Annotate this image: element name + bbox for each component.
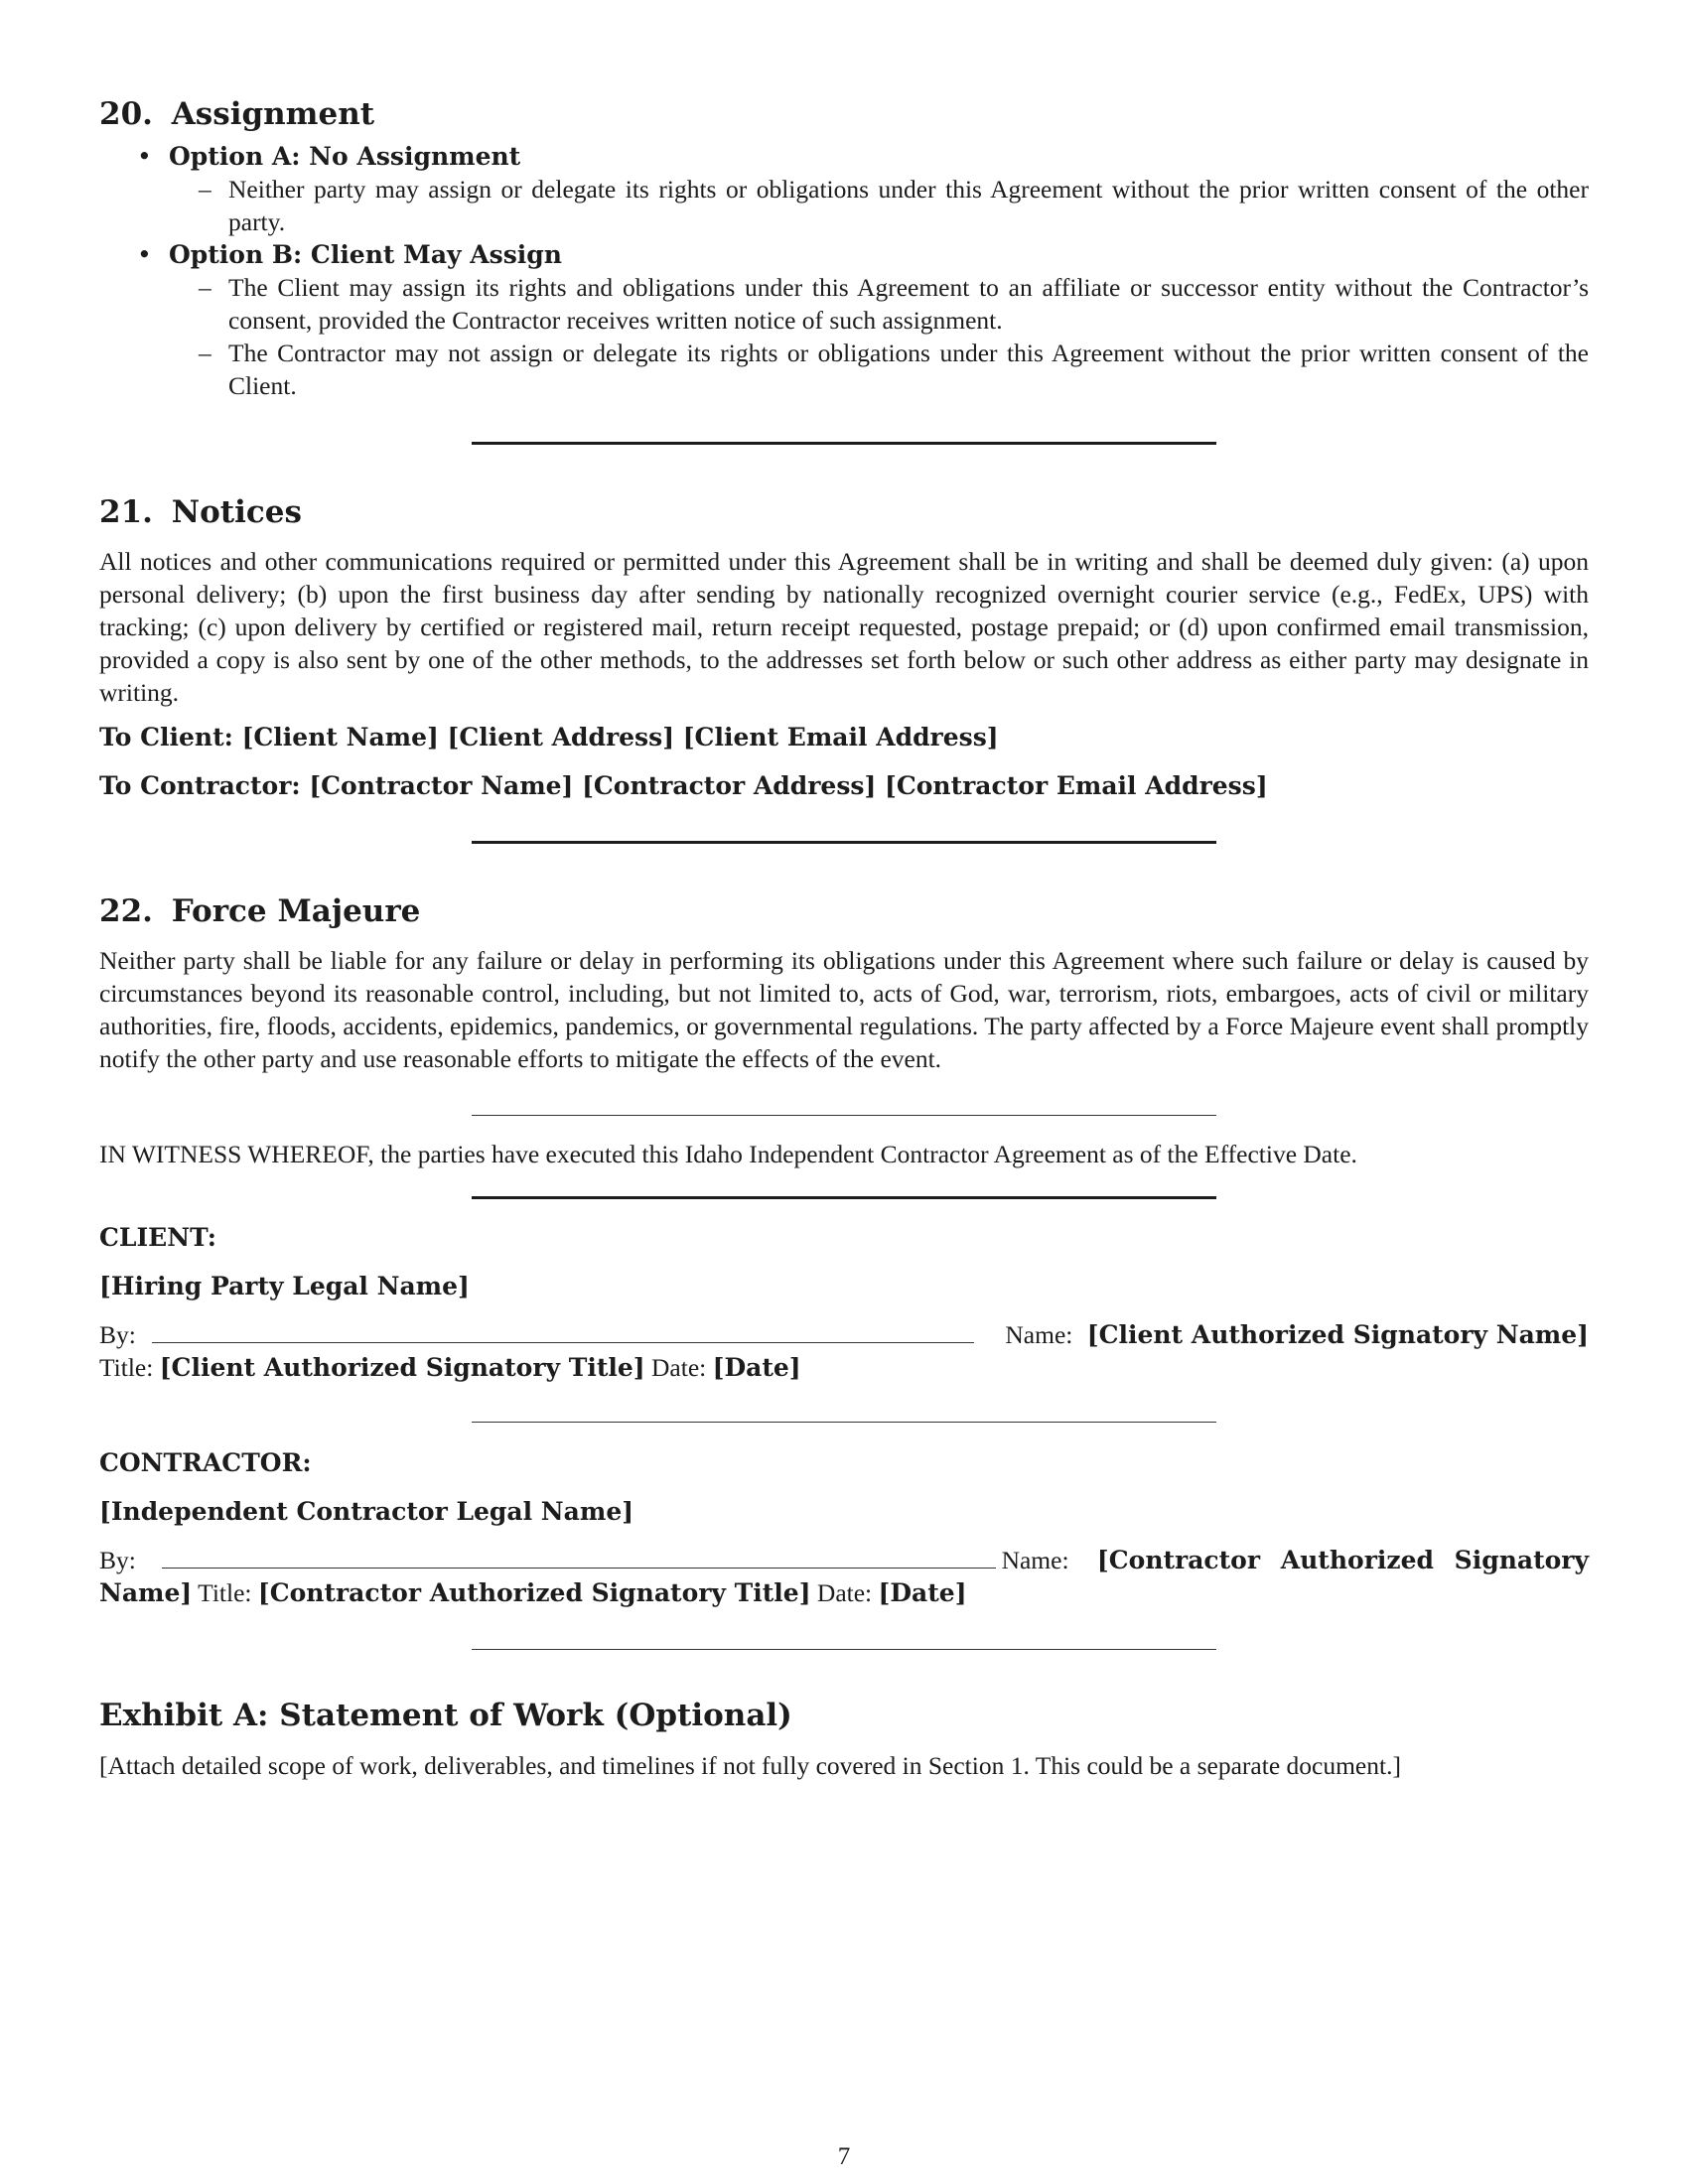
contractor-date: [Date] xyxy=(878,1578,967,1607)
section-20-heading xyxy=(99,94,1589,134)
option-a-items xyxy=(169,173,1589,238)
section-title: Force Majeure xyxy=(171,893,421,929)
list-item xyxy=(169,173,1589,238)
section-title: Assignment xyxy=(171,96,375,132)
contractor-signatory-name: [Contractor Authorized Signatory xyxy=(1096,1546,1589,1574)
client-signature-block xyxy=(99,1318,1589,1384)
section-divider xyxy=(472,1422,1216,1423)
section-number: 21. xyxy=(99,494,153,530)
option-a xyxy=(99,140,1589,238)
option-b-item-2: The Contractor may not assign or delegate its rights or obligations under this Agreement without the prior written consent of the Client. xyxy=(228,339,1589,400)
list-item xyxy=(169,271,1589,337)
client-signatory-name: [Client Authorized Signatory Name] xyxy=(1086,1320,1589,1349)
list-item xyxy=(169,337,1589,402)
dash-icon: – xyxy=(199,175,211,204)
contractor-signatory-name-cont: Name] xyxy=(99,1578,193,1607)
exhibit-a-heading: Exhibit A: Statement of Work (Optional) xyxy=(99,1698,792,1733)
by-label: By: xyxy=(99,1546,136,1574)
witness-statement: IN WITNESS WHEREOF, the parties have executed this Idaho Independent Contractor Agreement as of the Effective Date. xyxy=(99,1140,1357,1168)
contractor-signature-block xyxy=(99,1544,1589,1609)
contractor-signature-line[interactable] xyxy=(162,1546,996,1569)
section-divider xyxy=(472,442,1216,445)
section-number: 20. xyxy=(99,96,153,132)
page-number: 7 xyxy=(837,2143,851,2170)
contractor-legal-name: [Independent Contractor Legal Name] xyxy=(99,1497,634,1526)
to-contractor-line: To Contractor: [Contractor Name] [Contractor Address] [Contractor Email Address] xyxy=(99,771,1268,800)
name-label: Name: xyxy=(1005,1320,1073,1349)
name-label: Name: xyxy=(1001,1546,1069,1574)
option-b-title: Option B: Client May Assign xyxy=(169,240,562,269)
title-label: Title: xyxy=(198,1578,252,1607)
client-signatory-title: [Client Authorized Signatory Title] xyxy=(159,1353,645,1382)
date-label: Date: xyxy=(816,1578,873,1607)
dash-icon: – xyxy=(199,273,211,302)
section-22-heading xyxy=(99,891,1589,931)
contractor-signatory-title: [Contractor Authorized Signatory Title] xyxy=(257,1578,811,1607)
section-divider xyxy=(472,1196,1216,1199)
dash-icon: – xyxy=(199,339,211,367)
option-b xyxy=(99,238,1589,402)
option-b-item-1: The Client may assign its rights and obligations under this Agreement to an affiliate or successor entity without the Contractor’s consent, provided the Contractor receives written notice of such assignment. xyxy=(228,273,1589,335)
section-21-heading xyxy=(99,492,1589,532)
section-divider xyxy=(472,1115,1216,1116)
date-label: Date: xyxy=(651,1353,707,1382)
by-label: By: xyxy=(99,1320,136,1349)
notices-body: All notices and other communications required or permitted under this Agreement shall be in writing and shall be deemed duly given: (a) upon personal delivery; (b) upon the first business day after sending by nationally recognized overnight courier service (e.g., FedEx, UPS) with tracking; (c) upon delivery by certified or registered mail, return receipt requested, postage prepaid; or (d) upon confirmed email transmission, provided a copy is also sent by one of the other methods, to the addresses set forth below or such other address as either party may designate in writing. xyxy=(99,547,1589,707)
client-legal-name: [Hiring Party Legal Name] xyxy=(99,1272,470,1300)
client-date: [Date] xyxy=(712,1353,801,1382)
exhibit-a-body: [Attach detailed scope of work, deliverables, and timelines if not fully covered in Section 1. This could be a separate document.] xyxy=(99,1751,1401,1780)
section-divider xyxy=(472,841,1216,844)
section-title: Notices xyxy=(171,494,302,530)
section-number: 22. xyxy=(99,893,153,929)
title-label: Title: xyxy=(99,1353,154,1382)
option-b-items xyxy=(169,271,1589,402)
bullet-icon: • xyxy=(137,240,152,269)
client-heading: CLIENT: xyxy=(99,1223,217,1252)
option-a-title: Option A: No Assignment xyxy=(169,142,521,171)
force-majeure-body: Neither party shall be liable for any failure or delay in performing its obligations under this Agreement where such failure or delay is caused by circumstances beyond its reasonable control, including, but not limited to, acts of God, war, terrorism, riots, embargoes, acts of civil or military authorities, fire, floods, accidents, epidemics, pandemics, or governmental regulations. The party affected by a Force Majeure event shall promptly notify the other party and use reasonable efforts to mitigate the effects of the event. xyxy=(99,946,1589,1073)
assignment-options xyxy=(99,140,1589,402)
contractor-heading: CONTRACTOR: xyxy=(99,1448,312,1477)
client-signature-line[interactable] xyxy=(152,1320,974,1343)
option-a-item-1: Neither party may assign or delegate its rights or obligations under this Agreement without the prior written consent of the other party. xyxy=(228,175,1589,236)
section-divider xyxy=(472,1649,1216,1650)
to-client-line: To Client: [Client Name] [Client Address] [Client Email Address] xyxy=(99,723,999,751)
bullet-icon: • xyxy=(137,142,152,171)
document-page xyxy=(99,94,1589,1782)
